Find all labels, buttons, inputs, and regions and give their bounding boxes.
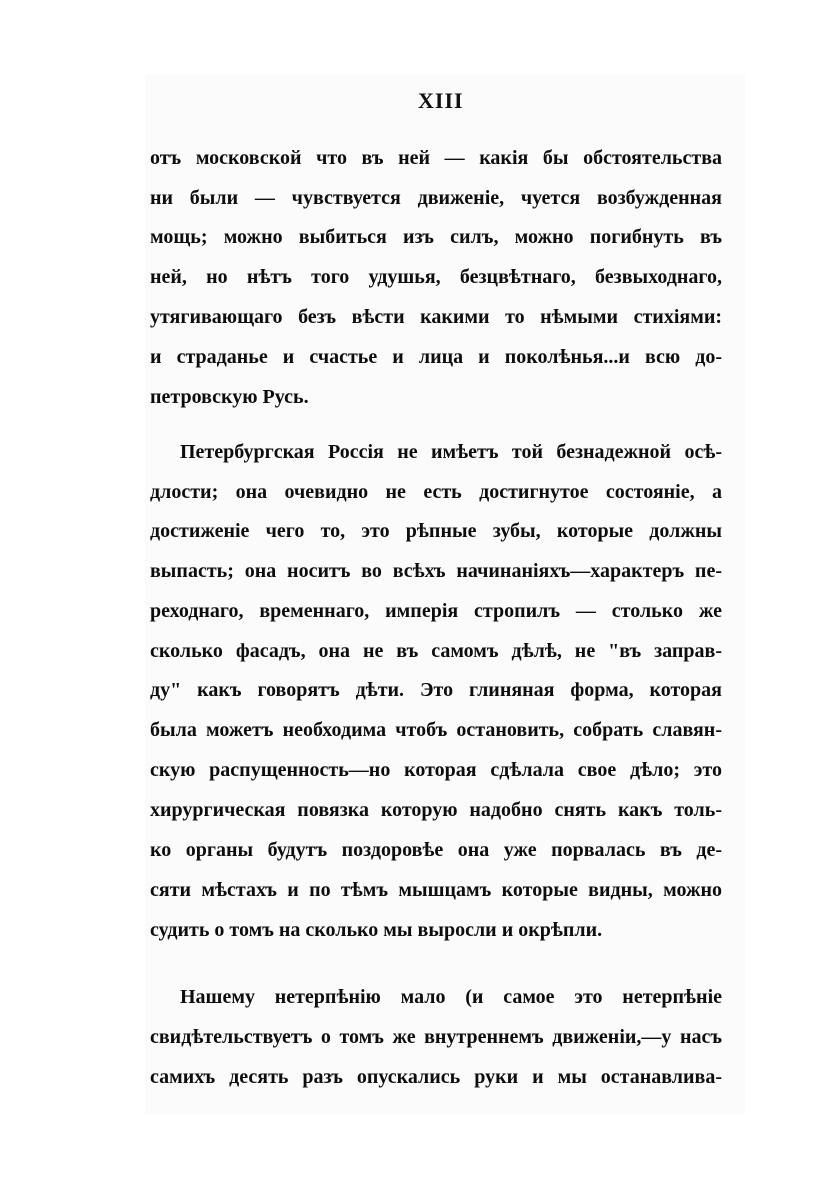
text-line: Петербургская Россія не имѣетъ той безнадежной осѣ- [180, 441, 722, 463]
text-line: выпасть; она носитъ во всѣхъ начинаніяхъ—характеръ пе- [150, 560, 722, 582]
page-number: XIII [418, 88, 464, 113]
text-line: мощь; можно выбиться изъ силъ, можно погибнуть въ [150, 226, 722, 248]
text-line: сколько фасадъ, она не въ самомъ дѣлѣ, не "въ заправ- [150, 640, 722, 662]
text-line: сяти мѣстахъ и по тѣмъ мышцамъ которые видны, можно [150, 879, 722, 901]
text-line: скую распущенность—но которая сдѣлала свое дѣло; это [150, 759, 722, 781]
text-line: хирургическая повязка которую надобно снять какъ толь- [150, 799, 722, 821]
text-line: ней, но нѣтъ того удушья, безцвѣтнаго, безвыходнаго, [150, 266, 722, 288]
text-line: ко органы будутъ поздоровѣе она уже порвалась въ де- [150, 839, 722, 861]
text-line: ду" какъ говорятъ дѣти. Это глиняная форма, которая [150, 679, 722, 701]
text-line: Нашему нетерпѣнію мало (и самое это нетерпѣніе [180, 986, 722, 1008]
text-line: петровскую Русь. [150, 386, 309, 408]
text-line: судить о томъ на сколько мы выросли и окрѣпли. [150, 919, 603, 941]
text-line: самихъ десять разъ опускались руки и мы останавлива- [150, 1066, 722, 1088]
text-line: и страданье и счастье и лица и поколѣнья...и всю до- [150, 346, 722, 368]
text-line: была можетъ необходима чтобъ остановить, собрать славян- [150, 719, 722, 741]
text-line: ни были — чувствуется движеніе, чуется возбужденная [150, 187, 722, 209]
text-line: реходнаго, временнаго, имперія стропилъ — столько же [150, 600, 722, 622]
text-line: утягивающаго безъ вѣсти какими то нѣмыми стихіями: [150, 306, 722, 328]
text-line: длости; она очевидно не есть достигнутое состояніе, а [150, 481, 722, 503]
text-line: свидѣтельствуетъ о томъ же внутреннемъ движеніи,—у насъ [150, 1026, 722, 1048]
text-line: отъ московской что въ ней — какія бы обстоятельства [150, 147, 722, 169]
text-line: достиженіе чего то, это рѣпные зубы, которые должны [150, 520, 722, 542]
